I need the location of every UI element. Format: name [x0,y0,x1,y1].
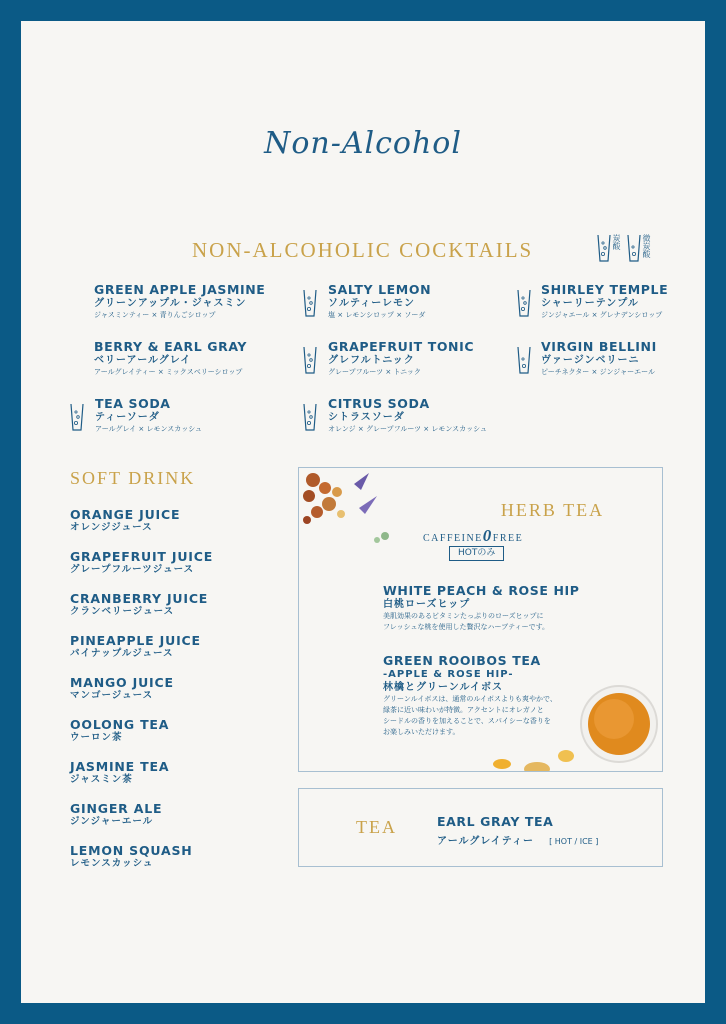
herb-item-subtitle: -APPLE & ROSE HIP- [383,669,514,680]
legend-light [627,234,651,262]
cocktail-item [303,396,503,435]
cocktail-name-jp: ヴァージンベリーニ [541,355,640,366]
cocktail-name: BERRY & EARL GRAY [94,339,248,354]
legend-light-label: 微炭酸 [642,234,651,258]
tea-item [437,814,598,848]
soft-drink-name-jp: グレープフルーツジュース [70,564,195,575]
soft-drink-item [70,507,180,534]
soft-drink-item [70,549,213,576]
free-text: FREE [492,533,524,544]
cocktail-item [70,396,270,435]
herb-item-desc: シードルの香りを加えることで、スパイシーな香りを [383,717,551,725]
herb-tea-title: HERB TEA [500,500,605,520]
cocktail-item [94,339,294,378]
soft-drink-name: GRAPEFRUIT JUICE [70,549,214,564]
herb-item-desc: お楽しみいただけます。 [383,728,460,736]
caffeine-text: CAFFEINE [423,533,483,544]
soft-drink-name-jp: マンゴージュース [70,690,154,701]
menu-page [21,21,705,1003]
soft-drink-item [70,675,174,702]
cocktail-ingredients: ピーチネクター × ジンジャーエール [541,368,655,376]
soft-drink-name: LEMON SQUASH [70,843,193,858]
soft-drink-item [70,633,201,660]
tea-item-name: EARL GRAY TEA [437,814,554,829]
cocktail-ingredients: ジンジャエール × グレナデンシロップ [541,311,663,319]
herb-item-desc: フレッシュな桃を使用した贅沢なハーブティーです。 [383,623,550,631]
soft-drink-name-jp: レモンスカッシュ [70,858,154,869]
cocktail-name-jp: ティーソーダ [95,412,160,423]
sparkling-glass-icon [303,403,317,431]
herb-item-name: GREEN ROOIBOS TEA [383,653,541,668]
soft-drink-name-jp: ジンジャーエール [70,816,154,827]
hot-only-badge: HOTのみ [449,546,504,561]
soft-drink-name: PINEAPPLE JUICE [70,633,201,648]
cocktail-name: SALTY LEMON [328,282,432,297]
page-title: Non-Alcohol [264,126,462,161]
tea-item-name-jp: アールグレイティー [437,836,534,847]
soft-drink-name: CRANBERRY JUICE [70,591,209,606]
cocktail-name-jp: ベリーアールグレイ [94,355,192,366]
caffeine-free-label [423,526,523,546]
cocktail-item [94,282,294,321]
herb-item-name-jp: 白桃ローズヒップ [383,599,471,610]
cocktail-name-jp: グリーンアップル・ジャスミン [94,298,247,309]
cocktail-name: CITRUS SODA [328,396,430,411]
tea-options: [ HOT / ICE ] [549,837,599,846]
tea-cup-image [462,681,662,771]
cocktail-ingredients: 塩 × レモンシロップ × ソーダ [328,311,426,319]
cocktail-item [517,339,705,378]
herb-item-peach [383,583,580,633]
herb-tea-box [298,467,663,772]
soft-drink-name-jp: ジャスミン茶 [70,774,133,785]
herb-item-name-jp: 林檎とグリーンルイボス [383,682,504,693]
soft-drink-name-jp: クランベリージュース [70,606,175,617]
cocktail-item [303,339,503,378]
soft-drink-name-jp: オレンジジュース [70,522,153,533]
soft-drink-name: OOLONG TEA [70,717,170,732]
soft-drink-name: GINGER ALE [70,801,163,816]
soft-drink-item [70,717,169,744]
soft-drink-name: JASMINE TEA [70,759,170,774]
soft-drink-item [70,843,193,870]
soft-drink-name-jp: ウーロン茶 [70,732,123,743]
soft-drink-item [70,591,208,618]
cocktail-name: SHIRLEY TEMPLE [541,282,669,297]
light-sparkling-glass-icon [517,346,531,374]
cocktail-ingredients: アールグレイ × レモンスカッシュ [95,425,203,433]
soft-drink-heading: SOFT DRINK [70,468,196,488]
herb-item-desc: 美肌効果のあるビタミンたっぷりのローズヒップに [383,612,544,620]
herb-item-name: WHITE PEACH & ROSE HIP [383,583,580,598]
cocktail-item [303,282,503,321]
cocktail-name-jp: シャーリーテンプル [541,298,639,309]
cocktail-ingredients: オレンジ × グレープフルーツ × レモンスカッシュ [328,425,487,433]
herb-item-desc: 緑茶に近い味わいが特徴。アクセントにオレガノと [383,706,544,714]
light-sparkling-glass-icon [627,234,641,262]
cocktail-name: TEA SODA [95,396,171,411]
tea-box [298,788,663,867]
sparkling-glass-icon [517,289,531,317]
cocktail-ingredients: ジャスミンティー × 青りんごシロップ [94,311,216,319]
cocktail-name: GREEN APPLE JASMINE [94,282,266,297]
legend-carbonated [597,234,621,262]
tea-heading: TEA [356,817,397,837]
sparkling-glass-icon [303,289,317,317]
carbonation-legend [597,234,651,262]
legend-carbonated-label: 炭酸 [612,234,621,250]
cocktail-ingredients: グレープフルーツ × トニック [328,368,421,376]
herb-tea-heading [299,500,662,521]
sparkling-glass-icon [303,346,317,374]
soft-drink-name: ORANGE JUICE [70,507,181,522]
soft-drink-name: MANGO JUICE [70,675,174,690]
soft-drink-item [70,759,169,786]
sparkling-glass-icon [70,403,84,431]
cocktail-name-jp: グレフルトニック [328,355,415,366]
caffeine-zero: 0 [482,526,493,545]
cocktail-name: GRAPEFRUIT TONIC [328,339,475,354]
cocktail-ingredients: アールグレイティー × ミックスベリーシロップ [94,368,243,376]
cocktail-name-jp: シトラスソーダ [328,412,405,423]
soft-drink-item [70,801,162,828]
soft-drink-name-jp: パイナップルジュース [70,648,174,659]
herb-item-desc: グリーンルイボスは、通常のルイボスよりも爽やかで、 [383,695,557,703]
cocktails-heading: NON-ALCOHOLIC COCKTAILS [192,238,534,262]
cocktail-name-jp: ソルティーレモン [328,298,415,309]
cocktail-name: VIRGIN BELLINI [541,339,657,354]
sparkling-glass-icon [597,234,611,262]
cocktail-item [517,282,705,321]
